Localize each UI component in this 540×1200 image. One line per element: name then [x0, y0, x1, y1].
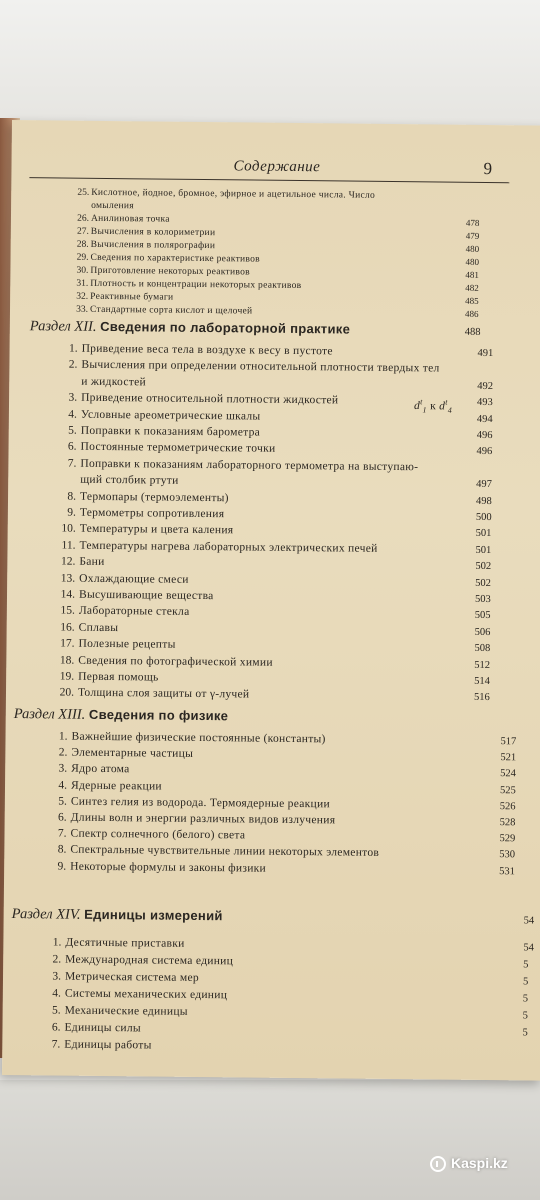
- kaspi-watermark: [430, 1155, 508, 1172]
- entry-title: Системы механических единиц: [64, 987, 228, 1002]
- entry-page: 496: [476, 446, 493, 458]
- header-rule: [29, 177, 509, 183]
- entry-number: 9.: [67, 506, 76, 519]
- entry-number: 4.: [52, 987, 61, 1000]
- toc-entry: [9, 424, 540, 442]
- toc-entry: [11, 225, 540, 241]
- entry-page: 516: [473, 692, 490, 704]
- toc-entry: [5, 795, 540, 813]
- entry-title: Реактивные бумаги: [90, 291, 174, 303]
- entry-title: Плотность и концентрации некоторых реактивов: [90, 278, 302, 292]
- toc-entry: [5, 811, 540, 829]
- toc-entry: [3, 970, 540, 988]
- entry-number: 3.: [58, 762, 68, 776]
- entry-title: Механические единицы: [64, 1004, 188, 1018]
- entry-number: 5.: [68, 424, 77, 437]
- entry-page: 512: [474, 659, 491, 671]
- formula-d1-sup: t: [420, 397, 423, 407]
- entry-number: 8.: [57, 843, 67, 856]
- entry-title: Элементарные частицы: [71, 746, 194, 761]
- entry-page: 521: [500, 752, 517, 764]
- toc-entry: [9, 375, 540, 392]
- entry-title: омыления: [91, 200, 135, 212]
- entry-page: 502: [475, 577, 491, 589]
- toc-entry: [7, 555, 540, 573]
- entry-title: Бани: [79, 555, 105, 569]
- formula-d2-sup: t: [445, 397, 448, 407]
- entry-number: 4.: [68, 408, 77, 421]
- entry-title: Сведения по фотографической химии: [78, 654, 273, 669]
- entry-title: Десятичные приставки: [65, 936, 185, 950]
- entry-page: 493: [477, 397, 493, 409]
- entry-page: 530: [499, 849, 516, 861]
- formula-d1: d: [413, 400, 421, 413]
- formula-k: к: [426, 400, 440, 413]
- entry-page: 486: [464, 308, 479, 319]
- section-label: Раздел XII.: [29, 318, 101, 335]
- toc-entry: [5, 762, 540, 780]
- entry-page: 482: [465, 282, 479, 293]
- section-heading: [14, 706, 540, 729]
- section-page: 488: [464, 326, 481, 338]
- entry-title: Поправки к показаниям барометра: [80, 424, 261, 439]
- entry-number: 30.: [76, 265, 89, 276]
- entry-number: 4.: [58, 779, 68, 792]
- entry-number: 2.: [68, 358, 78, 372]
- entry-page: 514: [474, 675, 490, 688]
- entry-number: 27.: [76, 226, 89, 237]
- toc-entry: [7, 621, 540, 638]
- entry-number: 11.: [61, 539, 76, 552]
- toc-entry: [11, 212, 540, 228]
- entry-number: 17.: [60, 637, 75, 650]
- section-label: Раздел XIV.: [11, 906, 85, 923]
- entry-page: 496: [476, 429, 493, 442]
- entry-number: 5.: [58, 795, 67, 808]
- section-page: 54: [523, 915, 535, 927]
- entry-page: 501: [475, 544, 492, 556]
- entry-number: 1.: [52, 936, 62, 949]
- toc-entry: [9, 391, 540, 415]
- entry-page: 526: [499, 800, 516, 813]
- toc-entry: [3, 936, 540, 954]
- entry-title: Приведение относительной плотности жидкостей: [81, 391, 339, 407]
- toc-entry: [10, 358, 540, 375]
- entry-number: 6.: [51, 1021, 61, 1034]
- toc-entry: [6, 670, 540, 688]
- entry-page: 485: [465, 295, 479, 306]
- entry-title: Синтез гелия из водорода. Термоядерные реакции: [70, 795, 331, 811]
- entry-number: 2.: [52, 953, 62, 966]
- entry-title: Приготовление некоторых реактивов: [90, 265, 250, 278]
- section-title: Единицы измерений: [84, 906, 223, 924]
- entry-page: 494: [476, 413, 493, 425]
- entry-number: 20.: [59, 686, 75, 700]
- toc-entry: [4, 860, 540, 877]
- entry-page: 508: [474, 643, 491, 655]
- entry-number: 3.: [52, 970, 62, 983]
- density-formula: [414, 395, 452, 417]
- entry-title: Толщина слоя защиты от γ-лучей: [77, 687, 250, 701]
- entry-page: 529: [499, 833, 516, 845]
- header-page-number: 9: [483, 158, 493, 179]
- entry-title: Некоторые формулы и законы физики: [70, 860, 267, 875]
- toc-entry: [6, 654, 540, 671]
- section-heading: [12, 906, 540, 929]
- entry-page: 480: [465, 256, 480, 267]
- entry-page: 478: [465, 217, 480, 228]
- entry-number: [16, 473, 76, 474]
- entry-page: 500: [475, 511, 492, 524]
- toc-entry: [3, 1021, 540, 1039]
- entry-number: 9.: [57, 860, 67, 873]
- toc-entry: [7, 588, 540, 606]
- toc-entry: [11, 238, 540, 254]
- entry-title: и жидкостей: [81, 375, 147, 389]
- toc-entry: [7, 637, 540, 655]
- entry-page: 480: [465, 243, 480, 254]
- book-page: [2, 120, 540, 1081]
- entry-page: 502: [475, 561, 492, 573]
- section-title: Сведения по лабораторной практике: [100, 318, 351, 337]
- entry-page: 5: [522, 1027, 528, 1039]
- toc-entry: [5, 746, 540, 764]
- entry-page: 503: [474, 593, 491, 606]
- entry-title: Температуры и цвета каления: [79, 523, 234, 537]
- entry-number: 6.: [58, 811, 67, 824]
- entry-title: Единицы силы: [64, 1021, 141, 1035]
- toc-entry: [8, 473, 540, 491]
- entry-title: Высушивающие вещества: [78, 588, 214, 603]
- entry-title: Температуры нагрева лабораторных электрических печей: [79, 539, 378, 555]
- entry-title: Длины волн и энергии различных видов излучения: [70, 811, 336, 827]
- entry-title: Сведения по характеристике реактивов: [90, 252, 261, 265]
- entry-page: 517: [500, 736, 517, 748]
- entry-page: 492: [477, 380, 494, 392]
- entry-number: 6.: [67, 440, 77, 454]
- formula-d1-sub: 1: [422, 405, 427, 415]
- toc-entry: [10, 342, 540, 360]
- entry-page: 479: [465, 230, 480, 241]
- entry-number: 3.: [68, 391, 78, 404]
- running-header: [11, 154, 540, 190]
- toc-entry: [8, 539, 540, 556]
- entry-number: 15.: [60, 604, 75, 618]
- entry-page: 54: [523, 942, 534, 954]
- entry-page: 524: [500, 768, 516, 780]
- toc-entry: [9, 405, 540, 425]
- toc-entry: [8, 457, 540, 474]
- entry-title: Вычисления при определении относительной плотности твердых тел: [81, 359, 440, 375]
- entry-title: Ядерные реакции: [70, 779, 162, 793]
- toc-entry: [5, 827, 540, 845]
- entry-title: Лабораторные стекла: [78, 605, 190, 619]
- entry-title: щий столбик ртути: [80, 473, 179, 487]
- toc-entry: [3, 1004, 540, 1022]
- entry-number: 7.: [51, 1038, 61, 1051]
- toc-entry: [8, 490, 540, 507]
- formula-d2-sub: 4: [447, 405, 453, 415]
- entry-page: 528: [499, 817, 516, 829]
- entry-number: 18.: [59, 654, 75, 667]
- entry-title: Приведение веса тела в воздухе к весу в пустоте: [81, 342, 333, 358]
- formula-d2: d: [439, 400, 446, 413]
- entry-number: 28.: [76, 239, 89, 250]
- entry-title: Термопары (термоэлементы): [80, 490, 229, 504]
- entry-title: Спектр солнечного (белого) света: [70, 827, 246, 842]
- entry-title: Единицы работы: [64, 1038, 152, 1052]
- toc-entry: [3, 953, 540, 971]
- toc-entry: [5, 779, 540, 796]
- entry-number: 13.: [60, 572, 76, 585]
- entry-title: Стандартные сорта кислот и щелочей: [89, 304, 253, 317]
- entry-number: [17, 375, 77, 376]
- entry-number: 10.: [61, 522, 76, 536]
- entry-title: Международная система единиц: [65, 953, 234, 968]
- entry-title: Вычисления в колориметрии: [90, 226, 216, 239]
- entry-number: 1.: [58, 730, 68, 743]
- entry-title: Термометры сопротивления: [79, 506, 225, 521]
- entry-page: 498: [475, 495, 492, 507]
- toc-entry: [6, 686, 540, 704]
- section-title: Сведения по физике: [88, 706, 229, 724]
- entry-title: Кислотное, йодное, бромное, эфирное и ацетильное числа. Число: [91, 187, 376, 201]
- entry-title: Сплавы: [78, 621, 119, 634]
- entry-number: 7.: [57, 827, 67, 840]
- entry-page: 5: [523, 959, 529, 971]
- entry-title: Важнейшие физические постоянные (константы): [71, 730, 326, 746]
- entry-number: 16.: [60, 621, 75, 634]
- entry-number: 8.: [67, 490, 77, 503]
- entry-page: 5: [522, 993, 529, 1005]
- toc-entry: [7, 604, 540, 622]
- toc-entry: [2, 1038, 540, 1052]
- toc-entry: [4, 843, 540, 861]
- entry-number: 32.: [76, 291, 89, 302]
- entry-number: 14.: [60, 588, 76, 601]
- background-bottom: [0, 1080, 540, 1200]
- entry-title: Условные ареометрические шкалы: [80, 408, 261, 423]
- entry-number: 19.: [59, 670, 75, 683]
- entry-number: 26.: [77, 213, 90, 224]
- entry-number: 5.: [51, 1004, 61, 1017]
- toc-entry: [8, 506, 540, 524]
- entry-title: Метрическая система мер: [64, 970, 200, 985]
- entry-number: 29.: [76, 252, 89, 263]
- entry-number: 1.: [68, 342, 78, 355]
- kaspi-logo-icon: [430, 1156, 446, 1172]
- entry-number: 2.: [58, 746, 68, 759]
- entry-page: 5: [522, 1010, 528, 1022]
- entry-title: Вычисления в полярографии: [90, 239, 216, 252]
- entry-number: 7.: [67, 457, 77, 470]
- entry-title: Постоянные термометрические точки: [80, 441, 276, 456]
- toc-entry: [6, 730, 540, 748]
- entry-page: 531: [499, 865, 515, 877]
- entry-page: 497: [476, 479, 493, 491]
- entry-number: 12.: [60, 555, 76, 568]
- toc-entry: [11, 251, 540, 267]
- entry-title: Анилиновая точка: [90, 213, 170, 225]
- toc-entry: [10, 303, 540, 319]
- toc-entry: [8, 522, 540, 540]
- entry-number: 31.: [76, 278, 89, 289]
- background-top: [0, 0, 540, 125]
- entry-page: 506: [474, 626, 491, 638]
- entry-number: 33.: [76, 304, 89, 315]
- entry-title: Поправки к показаниям лабораторного термометра на выступаю-: [80, 457, 419, 474]
- toc-entry: [10, 277, 540, 293]
- toc-entry: [3, 987, 540, 1005]
- toc-entry: [7, 572, 540, 589]
- entry-page: 491: [477, 347, 494, 360]
- entry-page: 481: [465, 269, 479, 280]
- entry-title: Спектральные чувствительные линии некоторых элементов: [70, 844, 380, 860]
- header-title: Содержание: [233, 158, 321, 176]
- toc-entry: [10, 264, 540, 280]
- entry-page: 505: [474, 610, 491, 622]
- entry-page: 501: [475, 528, 492, 540]
- section-heading: [30, 318, 540, 341]
- section-label: Раздел XIII.: [13, 706, 90, 723]
- entry-title: Охлаждающие смеси: [79, 572, 189, 586]
- watermark-text: Kaspi.kz: [451, 1155, 508, 1171]
- entry-page: 525: [499, 784, 516, 796]
- entry-page: 5: [522, 976, 529, 988]
- entry-title: Полезные рецепты: [78, 637, 176, 651]
- toc-entry: [9, 440, 540, 458]
- entry-title: Первая помощь: [78, 670, 159, 684]
- entry-number: 25.: [77, 187, 90, 198]
- entry-title: Ядро атома: [71, 763, 130, 776]
